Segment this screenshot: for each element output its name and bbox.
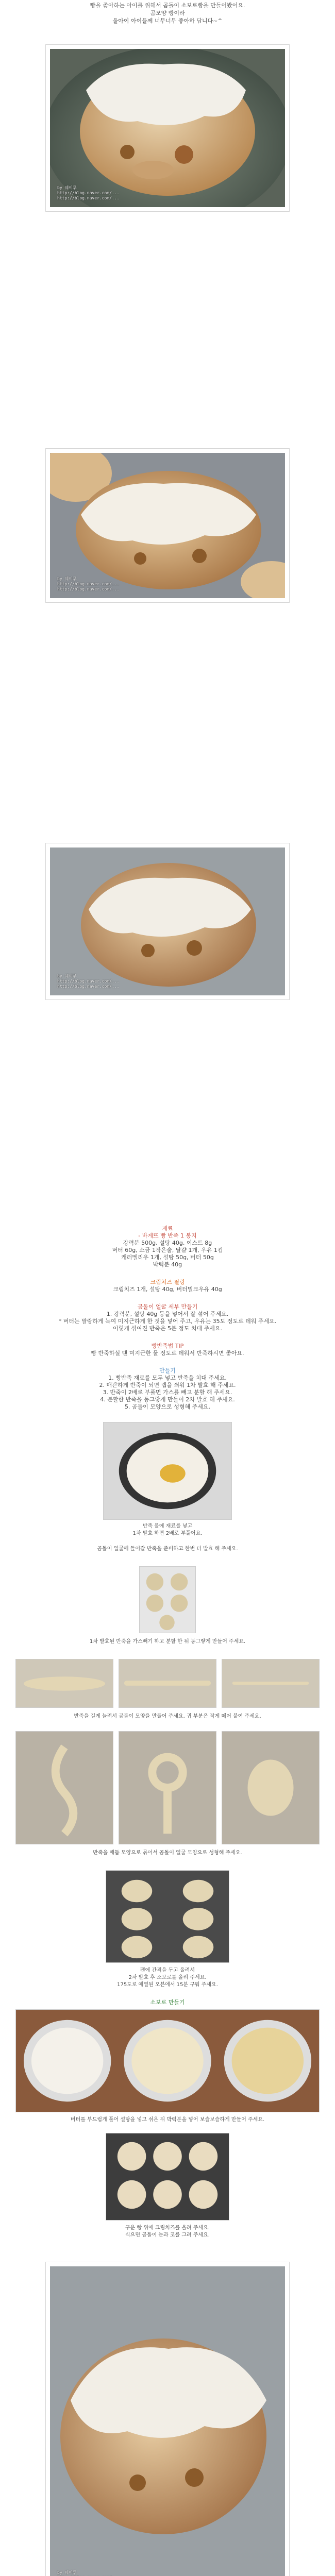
photo-bread-2 bbox=[45, 448, 290, 603]
ingredients-line-1: 강력분 500g, 설탕 40g, 이스트 8g bbox=[123, 1240, 212, 1246]
step-photo-knot-1 bbox=[15, 1731, 113, 1844]
streusel-making-heading: 소보로 만들기 bbox=[150, 1999, 185, 2006]
caption-bowl-2: 1차 발효 하면 2배로 부풀어요. bbox=[132, 1531, 203, 1536]
ingredients-sub-heading: - 바게뜨 빵 반죽 1 봉지 bbox=[138, 1232, 197, 1239]
intro-line-3: 울아이 아이들께 너무너무 좋아하 답니다~^ bbox=[112, 18, 223, 24]
streusel-line-3: 이렇게 섞여진 반죽은 5분 정도 치대 주세요. bbox=[112, 1325, 223, 1332]
filling-line: 크림치즈 1개, 설탕 40g, 버터밀크우유 40g bbox=[113, 1286, 222, 1293]
photo-bread-4 bbox=[45, 2262, 290, 2576]
step-photo-rope-3 bbox=[222, 1659, 320, 1708]
step-2: 2. 매끈하게 반죽이 되면 랩을 씌워 1차 발효 해 주세요. bbox=[99, 1382, 236, 1388]
photo-watermark-2: by 쉐이루 http://blog.naver.com/... http://blog.naver.com/... bbox=[57, 577, 120, 591]
caption-tray-2: 2차 발효 후 소보로를 올려 주세요. bbox=[128, 1975, 207, 1980]
caption-final-1: 구운 빵 위에 크림치즈를 올려 주세요. bbox=[125, 2225, 210, 2231]
filling-heading: 크림치즈 필링 bbox=[150, 1279, 185, 1285]
streusel-line-1: 1. 강력분, 설탕 40g 등을 넣어서 잘 섞어 주세요. bbox=[106, 1311, 229, 1317]
ingredients-line-2: 버터 60g, 소금 1작은술, 달걀 1개, 우유 1컵 bbox=[112, 1247, 223, 1253]
photo-watermark-4: by 쉐이루 bbox=[57, 2570, 77, 2575]
intro-line-2: 곰모양 빵이라 bbox=[150, 10, 185, 16]
intro-line-1: 빵을 좋아하는 아이를 위해서 곰돌이 소보로빵을 만들어봤어요. bbox=[90, 2, 245, 9]
step-5: 5. 곰돌이 모양으로 성형해 주세요. bbox=[124, 1403, 211, 1410]
streusel-heading: 곰돌이 얼굴 세부 만들기 bbox=[137, 1303, 198, 1310]
step-photo-streusel bbox=[15, 2009, 320, 2112]
step-3: 3. 반죽이 2배로 부풀면 가스를 빼고 분할 해 주세요. bbox=[103, 1389, 232, 1396]
step-photo-knot-2 bbox=[119, 1731, 216, 1844]
steps-heading: 만들기 bbox=[159, 1367, 176, 1374]
caption-bowl-1: 반죽 볼에 재료를 넣고 bbox=[142, 1523, 193, 1529]
step-photo-rope-2 bbox=[119, 1659, 216, 1708]
caption-balls-pre: 곰돌이 얼굴에 들어갈 반죽을 준비하고 한번 더 발효 해 주세요. bbox=[97, 1546, 238, 1552]
step-photo-bowl bbox=[103, 1422, 232, 1520]
note-heading: 빵반죽법 TIP bbox=[151, 1343, 184, 1349]
note-line: 빵 반죽하실 땐 미지근한 물 정도로 데워서 반죽하시면 좋아요. bbox=[91, 1350, 244, 1357]
step-photo-knot-3 bbox=[222, 1731, 320, 1844]
photo-watermark-3: by 쉐이루 http://blog.naver.com/... http://blog.naver.com/... bbox=[57, 974, 120, 989]
step-photo-rope-1 bbox=[15, 1659, 113, 1708]
photo-watermark-1: by 쉐이루 http://blog.naver.com/... http://blog.naver.com/... bbox=[57, 185, 120, 200]
ingredients-line-4: 박력분 40g bbox=[153, 1261, 182, 1268]
ingredients-line-3: 캐러멜리우 1개, 설탕 50g, 버터 50g bbox=[121, 1254, 214, 1261]
step-4: 4. 분할한 반죽을 동그랗게 만들어 2차 발효 해 주세요. bbox=[100, 1396, 235, 1403]
step-1: 1. 빵반죽 재료를 모두 넣고 반죽을 치대 주세요. bbox=[108, 1375, 227, 1381]
caption-knot: 반죽을 매듭 모양으로 묶어서 곰돌이 얼굴 모양으로 성형해 주세요. bbox=[93, 1850, 242, 1856]
step-photo-decorated bbox=[106, 2133, 229, 2221]
caption-final-2: 식으면 곰돌이 눈과 코를 그려 주세요. bbox=[125, 2232, 210, 2238]
caption-streusel: 버터를 부드럽게 풀어 설탕을 넣고 섞은 뒤 박력분을 넣어 보슬보슬하게 만들어 주세요. bbox=[70, 2117, 265, 2123]
step-photo-tray bbox=[106, 1870, 229, 1963]
caption-tray-1: 팬에 간격을 두고 올려서 bbox=[140, 1968, 195, 1973]
caption-rope: 반죽을 길게 늘려서 곰돌이 모양을 만들어 주세요. 귀 부분은 작게 떼어 붙여 주세요. bbox=[74, 1714, 261, 1719]
photo-bread-3 bbox=[45, 843, 290, 1000]
ingredients-heading: 재료 bbox=[162, 1225, 173, 1232]
photo-bread-1 bbox=[45, 44, 290, 212]
caption-balls: 1차 발효된 반죽을 가스빼기 하고 분할 한 뒤 동그랗게 만들어 주세요. bbox=[89, 1639, 246, 1645]
step-photo-dough-balls bbox=[139, 1566, 196, 1633]
caption-tray-3: 175도로 예열된 오븐에서 15분 구워 주세요. bbox=[117, 1982, 218, 1988]
streusel-line-2: * 버터는 말랑하게 녹여 미지근하게 한 것을 넣어 주고, 우유는 35도 정도로 데워 주세요. bbox=[58, 1318, 277, 1325]
